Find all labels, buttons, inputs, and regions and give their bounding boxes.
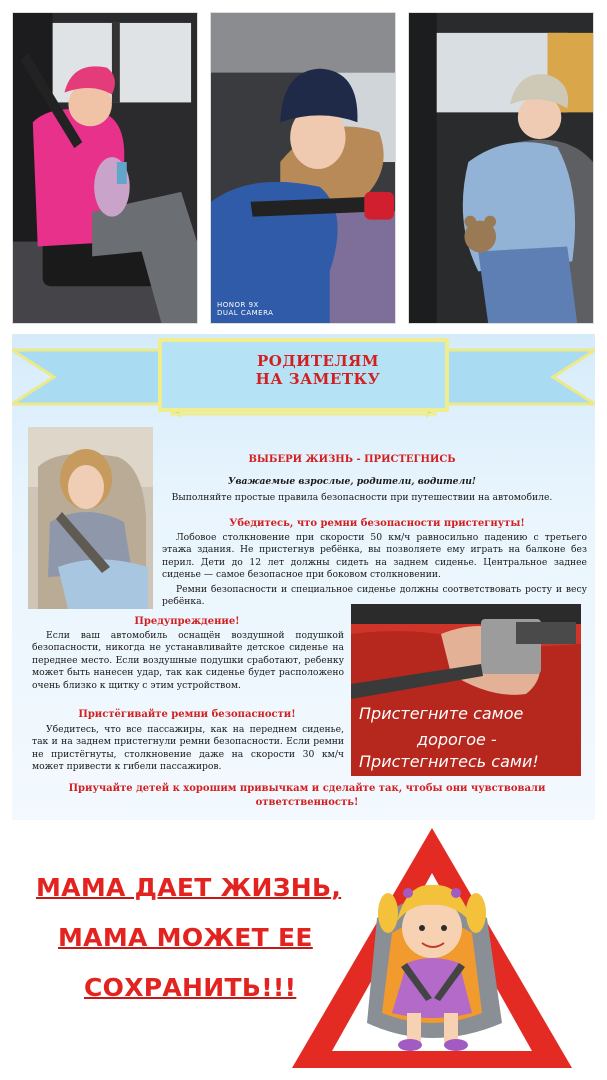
banner-line2: МАМА МОЖЕТ ЕЕ <box>58 923 313 952</box>
belt-slogan-line2: дорогое - <box>417 730 497 749</box>
belt-slogan-line1: Пристегните самое <box>359 704 524 723</box>
safety-poster <box>12 334 595 820</box>
section1-paragraph1: Лобовое столкновение при скорости 50 км/ч равносильно падению с третьего этажа здания. Не пристегнув ребёнка, вы позволяете ему играть на балконе без перил. Дети до 12 лет должны сидеть на заднем сиденье. Центральное заднее сиденье — самое безопасное при боковом столкновении. <box>162 532 587 581</box>
photo-seatbelt-buckle <box>351 604 581 776</box>
photo-girl-pink-jacket <box>12 12 198 324</box>
banner-line3: СОХРАНИТЬ!!! <box>84 973 297 1002</box>
ribbon-title-line1: РОДИТЕЛЯМ <box>256 352 380 370</box>
ribbon-title-line2: НА ЗАМЕТКУ <box>255 370 381 388</box>
section3-paragraph: Убедитесь, что все пассажиры, как на переднем сиденье, так и на заднем пристегнули ремни безопасности. Если ремни не пристёгнуты, столкновение даже на скорости 30 км/ч может привести к гибели пассажиров. <box>32 724 344 773</box>
belt-slogan-line3: Пристегнитесь сами! <box>359 752 539 771</box>
main-heading: ВЫБЕРИ ЖИЗНЬ - ПРИСТЕГНИСЬ <box>248 454 456 465</box>
section1-paragraph2: Ремни безопасности и специальное сиденье должны соответствовать росту и весу ребёнка. <box>162 584 587 608</box>
banner-line1: МАМА ДАЕТ ЖИЗНЬ, <box>36 873 342 902</box>
closing-text: Приучайте детей к хорошим привычкам и сделайте так, чтобы они чувствовали ответственность! <box>68 783 546 808</box>
photo-girl-light-jacket <box>408 12 594 324</box>
photo-child-in-seat <box>28 427 153 609</box>
greeting-text: Уважаемые взрослые, родители, водители! <box>228 476 476 487</box>
ribbon-title <box>173 352 463 388</box>
photo-boy-blue-jacket <box>210 12 396 324</box>
mom-safety-banner <box>12 823 595 1073</box>
section2-title: Предупреждение! <box>134 616 240 627</box>
section2-paragraph: Если ваш автомобиль оснащён воздушной подушкой безопасности, никогда не устанавливайте детское сиденье на переднее место. Если воздушные подушки сработают, ребенку может быть нанесен удар, так как сиденье будет расположено очень близко к щитку с этим устройством. <box>32 630 344 691</box>
intro-text: Выполняйте простые правила безопасности при путешествии на автомобиле. <box>171 492 553 503</box>
camera-brand-caption: HONOR 9X <box>217 301 259 309</box>
camera-model-caption: DUAL CAMERA <box>217 309 274 317</box>
section3-title: Пристёгивайте ремни безопасности! <box>78 709 296 720</box>
section1-title: Убедитесь, что ремни безопасности пристегнуты! <box>229 518 525 529</box>
